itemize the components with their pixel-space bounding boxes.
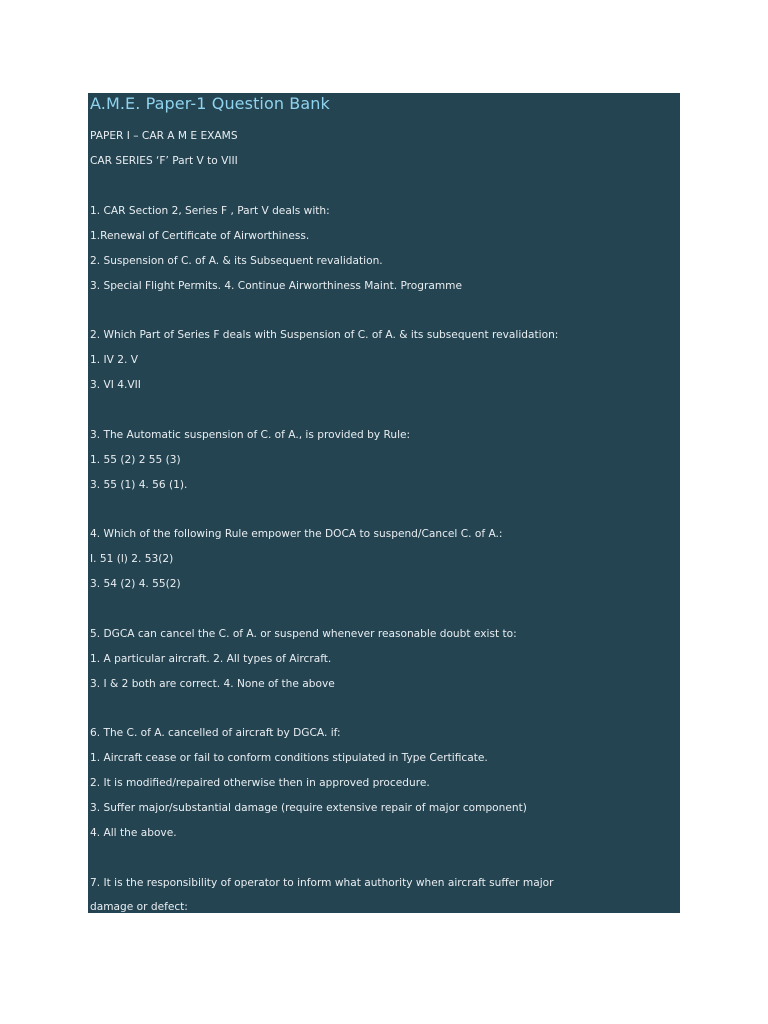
text-line: 3. I & 2 both are correct. 4. None of the above	[90, 678, 335, 690]
text-line: 4. All the above.	[90, 827, 177, 839]
document-panel	[88, 93, 680, 913]
text-line: PAPER I – CAR A M E EXAMS	[90, 130, 238, 142]
text-line: 3. The Automatic suspension of C. of A., is provided by Rule:	[90, 429, 411, 441]
text-line: 1. CAR Section 2, Series F , Part V deals with:	[90, 205, 330, 217]
text-line: 3. VI 4.VII	[90, 379, 141, 391]
text-line: 5. DGCA can cancel the C. of A. or suspend whenever reasonable doubt exist to:	[90, 628, 517, 640]
text-line: 2. Which Part of Series F deals with Suspension of C. of A. & its subsequent revalidation:	[90, 329, 559, 341]
text-line: 1. 55 (2) 2 55 (3)	[90, 454, 181, 466]
text-line: I. 51 (l) 2. 53(2)	[90, 553, 174, 565]
text-line: 3. 55 (1) 4. 56 (1).	[90, 479, 188, 491]
document-title: A.M.E. Paper-1 Question Bank	[90, 94, 330, 113]
text-line: 4. Which of the following Rule empower the DOCA to suspend/Cancel C. of A.:	[90, 528, 503, 540]
text-line: 3. 54 (2) 4. 55(2)	[90, 578, 181, 590]
text-line: 1. A particular aircraft. 2. All types of Aircraft.	[90, 653, 332, 665]
text-line: damage or defect:	[90, 901, 188, 913]
text-line: 3. Special Flight Permits. 4. Continue Airworthiness Maint. Programme	[90, 280, 463, 292]
text-line: 7. It is the responsibility of operator to inform what authority when aircraft suffer major	[90, 877, 554, 889]
text-line: 6. The C. of A. cancelled of aircraft by DGCA. if:	[90, 727, 341, 739]
text-line: 1.Renewal of Certificate of Airworthiness.	[90, 230, 310, 242]
text-line: 2. Suspension of C. of A. & its Subsequent revalidation.	[90, 255, 383, 267]
text-line: CAR SERIES ‘F’ Part V to VIII	[90, 155, 238, 167]
text-line: 3. Suffer major/substantial damage (require extensive repair of major component)	[90, 802, 527, 814]
text-line: 1. IV 2. V	[90, 354, 138, 366]
text-line: 1. Aircraft cease or fail to conform conditions stipulated in Type Certificate.	[90, 752, 488, 764]
text-line: 2. It is modified/repaired otherwise then in approved procedure.	[90, 777, 430, 789]
